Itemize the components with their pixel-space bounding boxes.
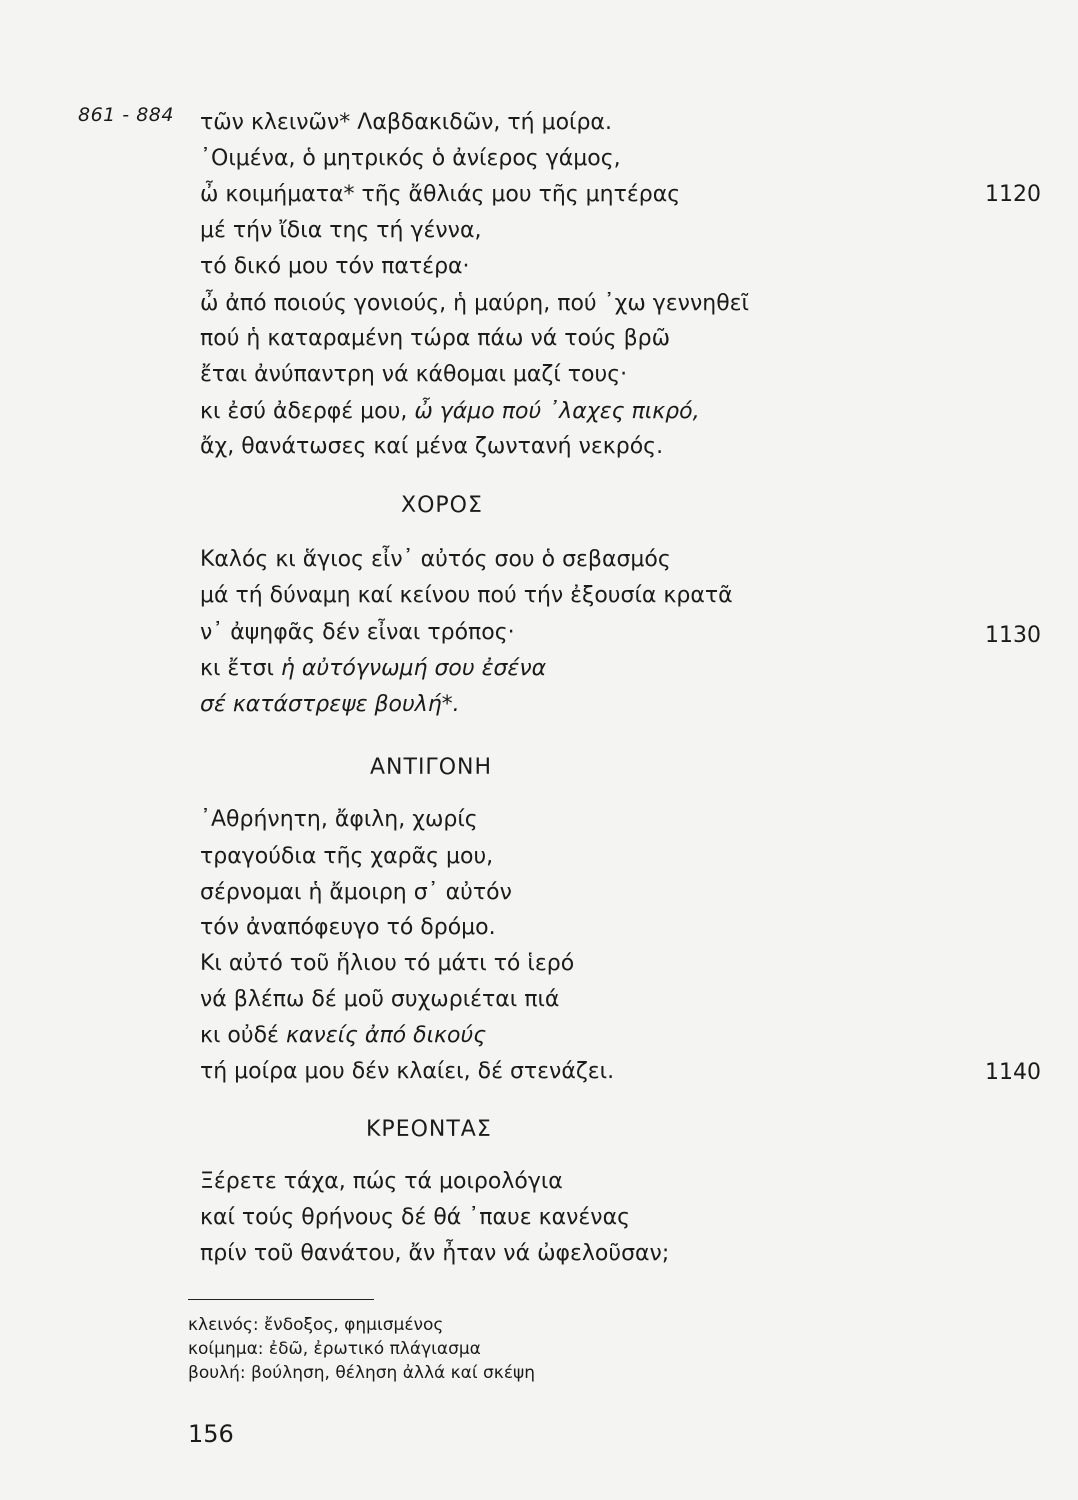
speaker-heading: ΚΡΕΟΝΤΑΣ	[366, 1117, 492, 1142]
verse-line: σέρνομαι ἡ ἄμοιρη σ᾿ αὐτόν	[200, 880, 512, 905]
verse-text-italic: κανείς ἀπό δικούς	[285, 1023, 487, 1048]
verse-line: τῶν κλεινῶν* Λαβδακιδῶν, τή μοίρα.	[200, 110, 612, 135]
verse-line: τή μοίρα μου δέν κλαίει, δέ στενάζει.	[200, 1059, 615, 1084]
footnote: βουλή: βούληση, θέληση ἀλλά καί σκέψη	[188, 1363, 535, 1383]
verse-line: πού ἡ καταραμένη τώρα πάω νά τούς βρῶ	[200, 326, 671, 351]
verse-text-italic: ὦ γάμο πού ᾿λαχες πικρό,	[414, 399, 700, 424]
verse-text-italic: ἡ αὐτόγνωμή σου ἐσένα	[280, 656, 547, 681]
line-number: 1120	[985, 182, 1041, 207]
line-number: 1130	[985, 623, 1041, 648]
verse-line: τόν ἀναπόφευγο τό δρόμο.	[200, 915, 496, 940]
verse-line: μέ τήν ἴδια της τή γέννα,	[200, 218, 482, 243]
verse-line: Ξέρετε τάχα, πώς τά μοιρολόγια	[200, 1169, 563, 1194]
page-number: 156	[188, 1420, 234, 1448]
verse-line: ὦ κοιμήματα* τῆς ἄθλιάς μου τῆς μητέρας	[200, 182, 681, 207]
verse-text: κι οὐδέ	[200, 1023, 286, 1048]
verse-text: κι ἔτσι	[200, 656, 281, 681]
verse-line	[200, 1018, 486, 1054]
verse-line	[200, 651, 546, 687]
speaker-heading: ΑΝΤΙΓΟΝΗ	[370, 755, 493, 780]
verse-line: τραγούδια τῆς χαρᾶς μου,	[200, 844, 494, 869]
verse-line: ν᾿ ἀψηφᾶς δέν εἶναι τρόπος·	[200, 620, 515, 645]
verse-line: μά τή δύναμη καί κείνου πού τήν ἐξουσία κρατᾶ	[200, 583, 733, 608]
verse-line: τό δικό μου τόν πατέρα·	[200, 254, 470, 279]
verse-line: ἔται ἀνύπαντρη νά κάθομαι μαζί τους·	[200, 362, 628, 387]
verse-line: πρίν τοῦ θανάτου, ἄν ἦταν νά ὠφελοῦσαν;	[200, 1241, 670, 1266]
line-number: 1140	[985, 1060, 1041, 1085]
speaker-heading: ΧΟΡΟΣ	[401, 493, 483, 518]
verse-line: ᾿Οιμένα, ὁ μητρικός ὁ ἀνίερος γάμος,	[200, 146, 621, 171]
verse-line: ἄχ, θανάτωσες καί μένα ζωντανή νεκρός.	[200, 434, 664, 459]
footnote: κοίμημα: ἐδῶ, ἐρωτικό πλάγιασμα	[188, 1339, 481, 1359]
line-reference: 861 - 884	[78, 104, 174, 126]
verse-line: ὦ ἀπό ποιούς γονιούς, ἡ μαύρη, πού ᾿χω γεννηθεῖ	[200, 291, 750, 316]
verse-line: ᾿Αθρήνητη, ἄφιλη, χωρίς	[200, 807, 478, 832]
footnote-divider	[188, 1299, 374, 1300]
verse-line: νά βλέπω δέ μοῦ συχωριέται πιά	[200, 987, 560, 1012]
verse-line: Κι αὐτό τοῦ ἥλιου τό μάτι τό ἱερό	[200, 951, 575, 976]
verse-line	[200, 394, 700, 430]
verse-text: κι ἐσύ ἀδερφέ μου,	[200, 399, 415, 424]
verse-line: Καλός κι ἅγιος εἶν᾿ αὐτός σου ὁ σεβασμός	[200, 547, 671, 572]
verse-line: σέ κατάστρεψε βουλή*.	[200, 692, 460, 717]
footnote: κλεινός: ἔνδοξος, φημισμένος	[188, 1315, 444, 1335]
verse-line: καί τούς θρήνους δέ θά ᾿παυε κανένας	[200, 1205, 631, 1230]
